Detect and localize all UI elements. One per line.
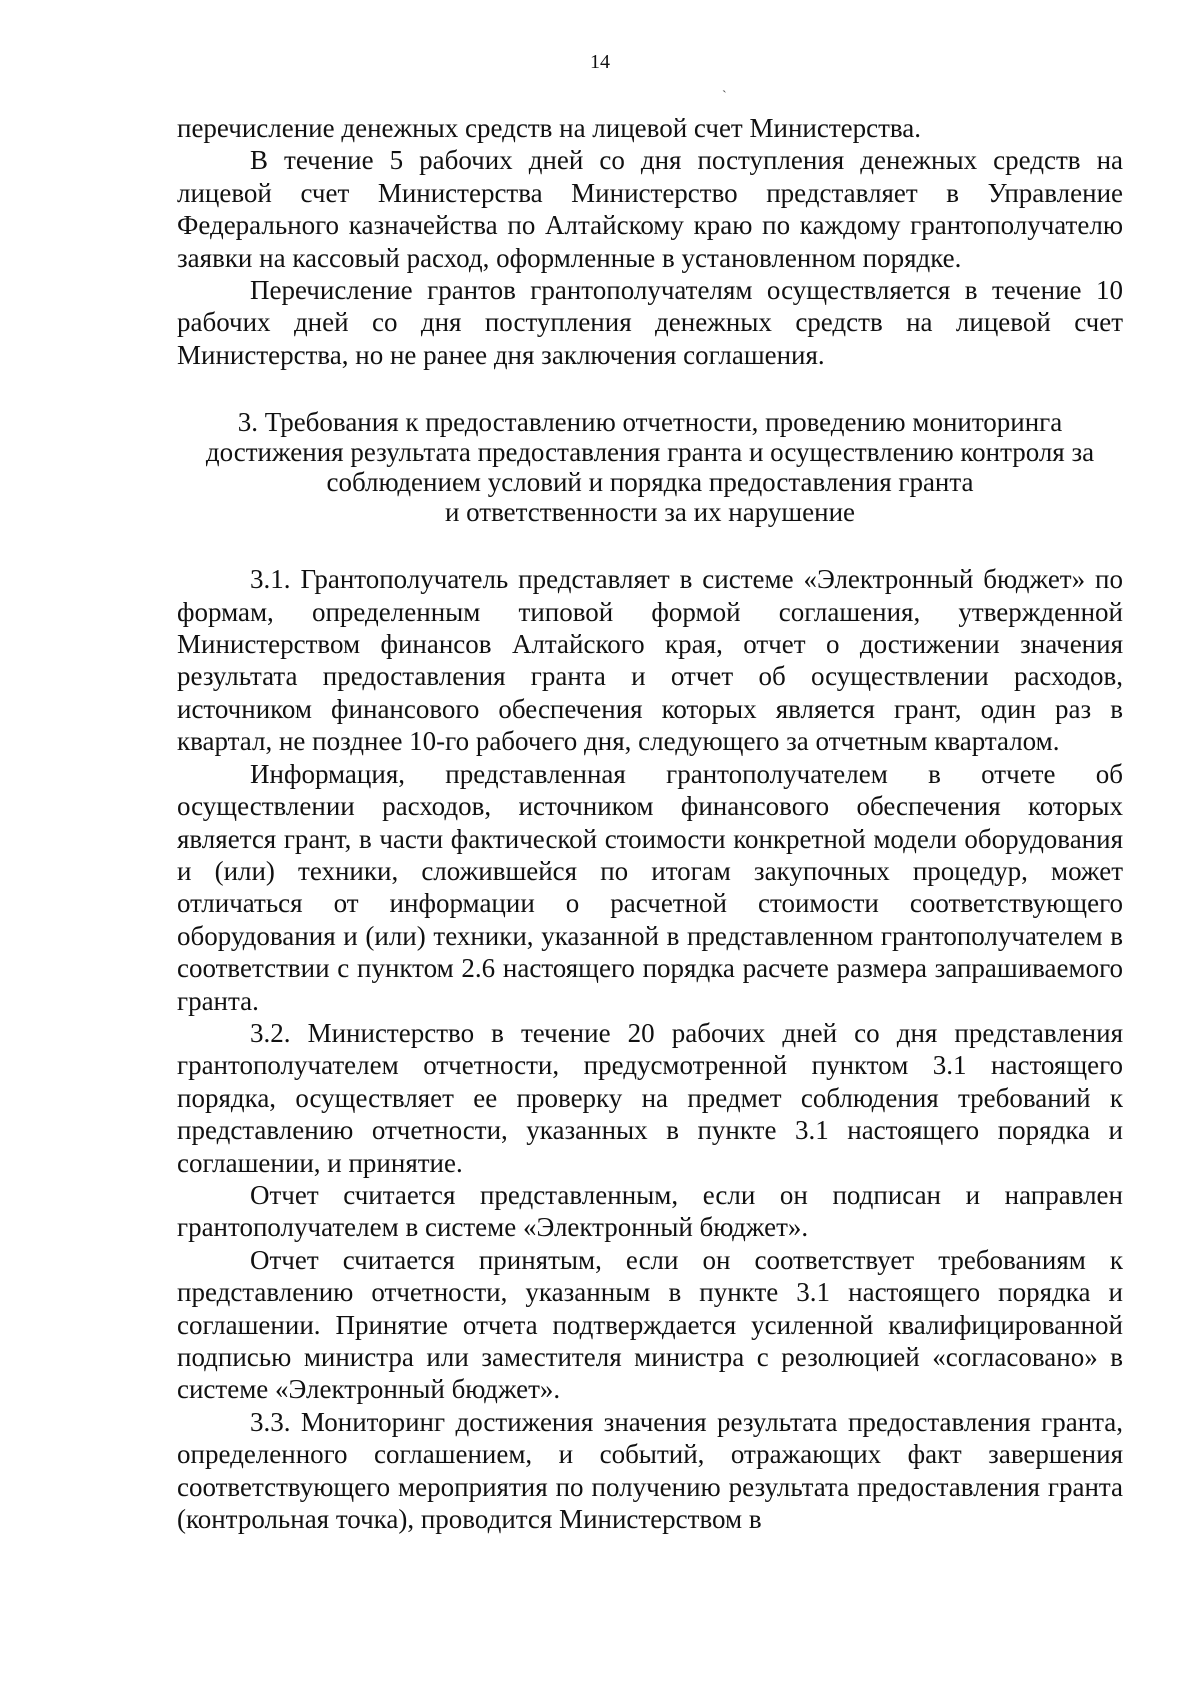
paragraph-report-information: Информация, представленная грантополучателем в отчете об осуществлении расходов, источником финансового обеспечения которых является грант, в части фактической стоимости конкретной модели оборудования и (или) техники, сложившейся по итогам закупочных процедур, может отличаться от информации о расчетной стоимости соответствующего оборудования и (или) техники, указанной в представленном грантополучателем в соответствии с пунктом 2.6 настоящего порядка расчете размера запрашиваемого гранта. [177, 758, 1123, 1016]
section-heading-line: достижения результата предоставления гранта и осуществлению контроля за [205, 437, 1095, 468]
page-number: 14 [590, 51, 610, 73]
paragraph-3-2: 3.2. Министерство в течение 20 рабочих дней со дня представления грантополучателем отчетности, предусмотренной пунктом 3.1 настоящего порядка, осуществляет ее проверку на предмет соблюдения требований к представлению отчетности, указанных в пункте 3.1 настоящего порядка и соглашении, и принятие. [177, 1017, 1123, 1178]
paragraph-3-1: 3.1. Грантополучатель представляет в системе «Электронный бюджет» по формам, определенным типовой формой соглашения, утвержденной Министерством финансов Алтайского края, отчет о достижении значения результата предоставления гранта и отчет об осуществлении расходов, источником финансового обеспечения которых является грант, один раз в квартал, не позднее 10-го рабочего дня, следующего за отчетным кварталом. [177, 564, 1123, 757]
section-heading-line: и ответственности за их нарушение [444, 497, 856, 528]
paragraph-treasury-requests: В течение 5 рабочих дней со дня поступления денежных средств на лицевой счет Министерства Министерство представляет в Управление Федерального казначейства по Алтайскому краю по каждому грантополучателю заявки на кассовый расход, оформленные в установленном порядке. [177, 145, 1123, 273]
section-heading-line: соблюдением условий и порядка предоставления гранта [326, 467, 974, 498]
document-body [177, 112, 1123, 1535]
scan-artifact-mark: ` [722, 89, 727, 104]
section-heading [177, 407, 1123, 527]
paragraph-report-accepted: Отчет считается принятым, если он соответствует требованиям к представлению отчетности, указанным в пункте 3.1 настоящего порядка и соглашении. Принятие отчета подтверждается усиленной квалифицированной подписью министра или заместителя министра с резолюцией «согласовано» в системе «Электронный бюджет». [177, 1244, 1123, 1405]
paragraph-continuation: перечисление денежных средств на лицевой счет Министерства. [177, 113, 922, 143]
section-heading-line: 3. Требования к предоставлению отчетности, проведению мониторинга [237, 407, 1063, 438]
paragraph-3-3: 3.3. Мониторинг достижения значения результата предоставления гранта, определенного соглашением, и событий, отражающих факт завершения соответствующего мероприятия по получению результата предоставления гранта (контрольная точка), проводится Министерством в [177, 1406, 1123, 1535]
paragraph-report-submitted: Отчет считается представленным, если он подписан и направлен грантополучателем в системе «Электронный бюджет». [177, 1179, 1123, 1243]
paragraph-grant-transfer: Перечисление грантов грантополучателям осуществляется в течение 10 рабочих дней со дня поступления денежных средств на лицевой счет Министерства, но не ранее дня заключения соглашения. [177, 275, 1123, 370]
